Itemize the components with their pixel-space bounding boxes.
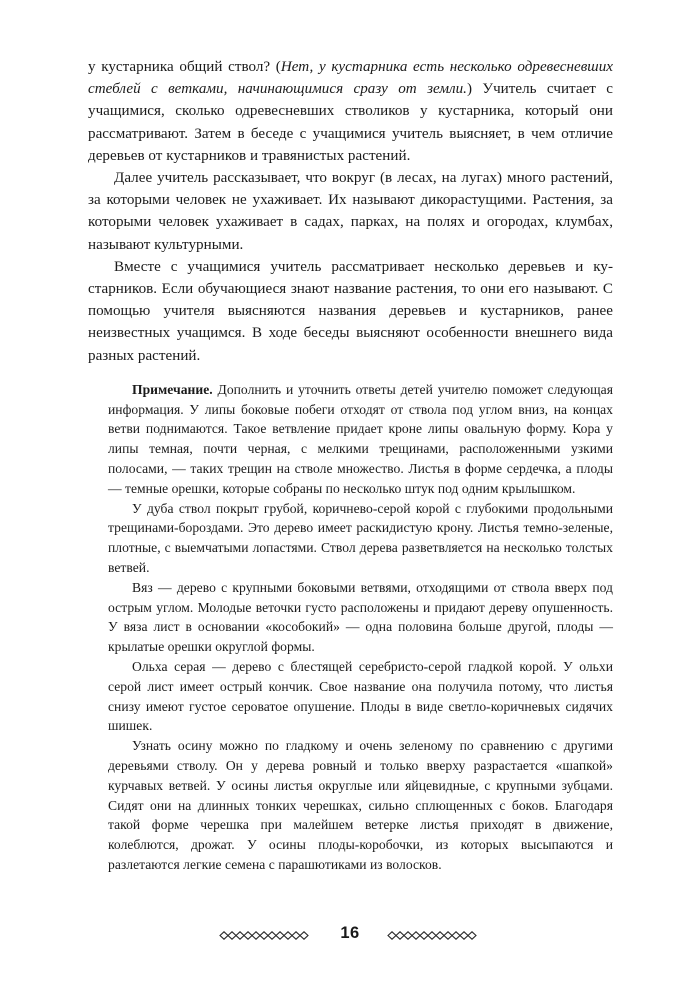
note-paragraph [108,657,613,736]
note-block [88,380,613,875]
text-run: У дуба ствол покрыт грубой, коричнево-серой корой с глубокими продольными трещинами-бороздами. Это дерево имеет раскидистую крону. Листья темно-зеленые, плотные, с выемчатыми лопастями. Ствол дерева разветвляется на несколько толстых ветвей. [108,500,613,576]
note-paragraph [108,578,613,657]
diamond-chain-ornament-left [218,928,314,939]
text-run: Вяз — дерево с крупными боковыми ветвями, отходящими от ствола вверх под острым углом. Молодые веточки густо расположены и придают дереву опушенность. У вяза лист в основании «кособокий» — одна половина больше другой, плоды — крылатые орешки округлой формы. [108,579,613,655]
body-paragraph [88,167,613,256]
note-label: Примечание. [132,381,213,397]
text-run: Дополнить и уточнить ответы детей учителю поможет следующая информация. У липы боковые побеги отходят от ствола под углом вниз, на концах ветви поднимаются. Такое ветвление придает кроне липы овальную форму. Кора у липы темная, почти черная, с мелкими трещинами, расположенными узкими полосами, — таких трещин на стволе множество. Листья в форме сердечка, а плоды — темные орешки, которые собраны по несколько штук под одним крылышком. [108,381,613,496]
text-run: Далее учитель рассказывает, что вокруг (в лесах, на лугах) много растений, за которыми человек не ухаживает. Их называют дикорастущими. Растения, за которыми человек ухаживает в садах, парках, на полях и огородах, клумбах, называют культурными. [88,170,613,253]
text-run: Вместе с учащимися учитель рассматривает несколько деревьев и кустарников. Если обучающиеся знают название растения, то они его называют. С помощью учителя выясняются названия деревьев и кустарников, ранее неизвестных учащимся. В ходе беседы выясняют особенности внешнего вида разных растений. [88,258,613,364]
italic-run: Нет, у кустарника есть несколько одревесневших стеблей с ветками, начинающимися сразу от земли. [88,59,613,98]
page-number: 16 [340,923,360,942]
text-run: Ольха серая — дерево с блестящей серебристо-серой гладкой корой. У ольхи серой лист имеет острый кончик. Свое название она получила потому, что листья снизу имеют густое сероватое опушение. Плоды в виде светло-коричневых сидячих шишек. [108,659,613,734]
body-paragraph-group [88,56,613,367]
page-footer [0,920,700,946]
text-run: у кустарника общий ствол? ( [88,59,281,75]
text-run: ) Учитель считает с учащимися, сколько одревесневших стволиков у кустарника, который они рассматривают. Затем в беседе с учащимися учитель выясняет, в чем отличие деревьев от кустарников и травянистых растений. [88,81,613,164]
body-paragraph [88,256,613,367]
body-paragraph [88,56,613,167]
text-run: Узнать осину можно по гладкому и очень зеленому по сравнению с другими деревьями стволу. Он у дерева ровный и только вверху разрастается «шапкой» курчавых ветвей. У осины листья округлые или яйцевидные, с крупными зубцами. Сидят они на длинных тонких черешках, сильно сплющенных с боков. Благодаря такой форме черешка при малейшем ветерке листья приходят в движение, колеблются, дрожат. У осины плоды-коробочки, из которых высыпаются и разлетаются легкие семена с парашютиками из волосков. [108,738,613,872]
note-paragraph [108,736,613,875]
note-paragraph [108,380,613,499]
text-column [88,56,613,875]
note-paragraph [108,499,613,578]
diamond-chain-ornament-right [386,928,482,939]
